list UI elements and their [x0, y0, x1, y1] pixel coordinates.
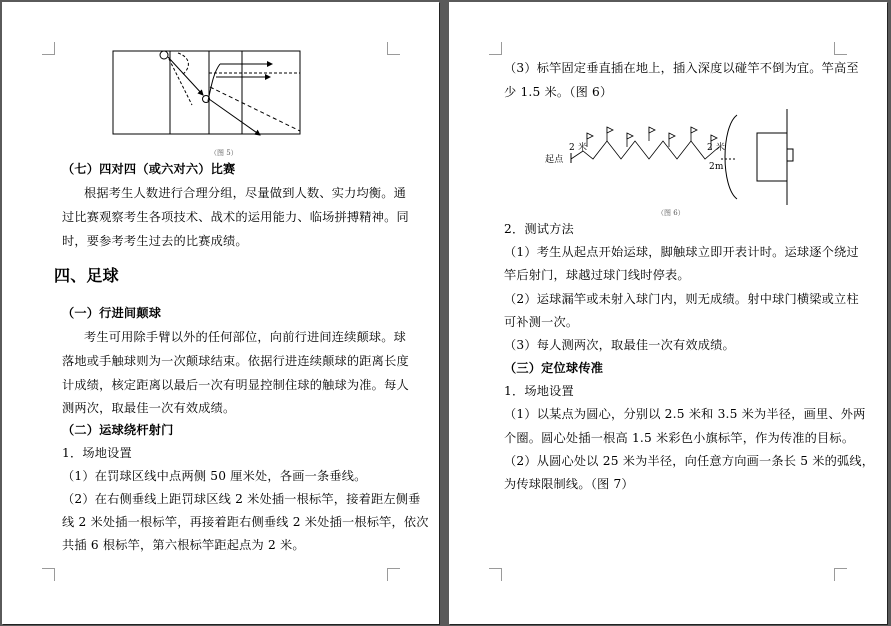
- subsection-1-paragraph-line: 考生可用除手臂以外的任何部位，向前行进间连续颠球。球: [84, 330, 407, 344]
- test-method-text: （1）考生从起点开始运球，脚触球立即开表计时。运球逐个绕过: [504, 245, 859, 259]
- section-7-heading: （七）四对四（或六对六）比赛: [62, 162, 236, 176]
- subsection-3-text: （2）从圆心处以 25 米为半径，向任意方向画一条长 5 米的弧线，: [504, 454, 875, 468]
- figure-6-caption: （图 6）: [657, 209, 685, 217]
- test-method-text: 竿后射门，球越过球门线时停表。: [504, 268, 690, 282]
- margin-mark-top-right: [387, 42, 400, 55]
- subsection-1-paragraph-line: 落地或手触球则为一次颠球结束。依据行进连续颠球的距离长度: [62, 354, 409, 368]
- test-method-heading: 2．测试方法: [504, 222, 574, 236]
- test-method-text: 可补测一次。: [504, 315, 579, 329]
- subsection-2-item-text: 共插 6 根标竿，第六根标竿距起点为 2 米。: [62, 538, 305, 552]
- margin-mark-bottom-left: [489, 568, 502, 581]
- figure-5-diagram: [112, 47, 312, 137]
- document-page-left: [2, 2, 439, 624]
- item-3-text: （3）标竿固定垂直插在地上，插入深度以碰竿不倒为宜。竿高至: [504, 61, 859, 75]
- margin-mark-top-left: [489, 42, 502, 55]
- document-page-right: [449, 2, 887, 624]
- figure-6-label-2m: 2m: [709, 162, 724, 172]
- section-7-paragraph-line: 根据考生人数进行合理分组，尽量做到人数、实力均衡。通: [84, 186, 407, 200]
- margin-mark-top-left: [42, 42, 55, 55]
- subsection-3-heading: （三）定位球传准: [504, 361, 604, 375]
- subsection-1-paragraph-line: 计成绩，核定距离以最后一次有明显控制住球的触球为准。每人: [62, 378, 409, 392]
- subsection-3-text: （1）以某点为圆心，分别以 2.5 米和 3.5 米为半径，画里、外两: [504, 407, 866, 421]
- subsection-3-text: 个圈。圆心处插一根高 1.5 米彩色小旗标竿，作为传准的目标。: [504, 431, 855, 445]
- margin-mark-bottom-right: [834, 568, 847, 581]
- test-method-text: （2）运球漏竿或未射入球门内，则无成绩。射中球门横梁或立柱: [504, 292, 859, 306]
- subsection-3-text: 为传球限制线。（图 7）: [504, 477, 634, 491]
- figure-6-label-2m: 2 米: [707, 143, 726, 153]
- chapter-4-heading: 四、足球: [54, 266, 119, 285]
- figure-6-label-2m: 2 米: [569, 143, 588, 153]
- margin-mark-bottom-left: [42, 568, 55, 581]
- section-7-paragraph-line: 过比赛观察考生各项技术、战术的运用能力、临场拼搏精神。同: [62, 210, 409, 224]
- margin-mark-bottom-right: [387, 568, 400, 581]
- subsection-1-heading: （一）行进间颠球: [62, 306, 162, 320]
- subsection-2-item-text: 线 2 米处插一根标竿，再接着距右侧垂线 2 米处插一根标竿，依次: [62, 515, 429, 529]
- subsection-1-paragraph-line: 测两次，取最佳一次有效成绩。: [62, 401, 236, 415]
- subsection-2-item-heading: 1．场地设置: [62, 446, 132, 460]
- subsection-2-item-text: （1）在罚球区线中点两侧 50 厘米处，各画一条垂线。: [62, 469, 367, 483]
- subsection-2-item-text: （2）在右侧垂线上距罚球区线 2 米处插一根标竿，接着距左侧垂: [62, 492, 421, 506]
- figure-6-label-start: 起点: [545, 155, 564, 165]
- subsection-3-item-heading: 1．场地设置: [504, 384, 574, 398]
- margin-mark-top-right: [834, 42, 847, 55]
- test-method-text: （3）每人测两次，取最佳一次有效成绩。: [504, 338, 735, 352]
- section-7-paragraph-line: 时，要参考考生过去的比赛成绩。: [62, 234, 248, 248]
- figure-5-caption: （图 5）: [210, 149, 238, 157]
- figure-6-diagram: [541, 107, 841, 207]
- item-3-text: 少 1.5 米。（图 6）: [504, 85, 613, 99]
- subsection-2-heading: （二）运球绕杆射门: [62, 423, 174, 437]
